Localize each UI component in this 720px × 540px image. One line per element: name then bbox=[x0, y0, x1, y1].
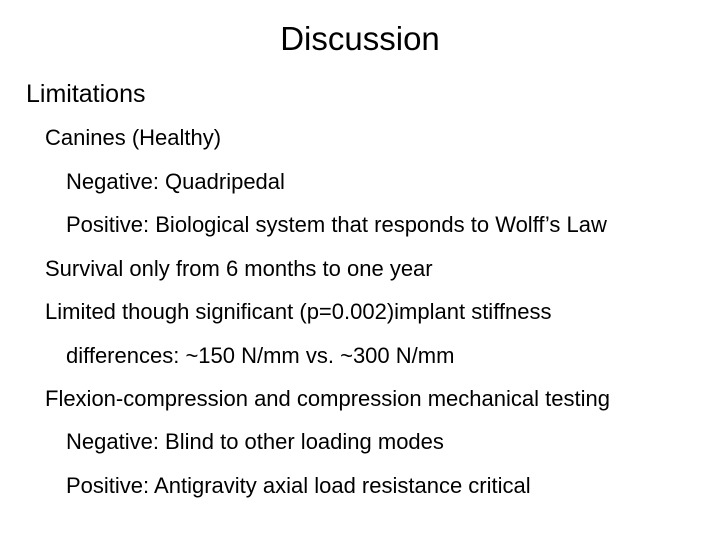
sub-bullet-negative-loading-modes: Negative: Blind to other loading modes bbox=[66, 429, 444, 454]
sub-bullet-positive-wolffs-law: Positive: Biological system that responds to Wolff’s Law bbox=[66, 212, 607, 237]
sub-bullet-positive-antigravity: Positive: Antigravity axial load resistance critical bbox=[66, 473, 531, 498]
slide-title: Discussion bbox=[280, 20, 440, 57]
bullet-canines: Canines (Healthy) bbox=[45, 125, 222, 150]
sub-bullet-negative-quadripedal: Negative: Quadripedal bbox=[66, 169, 285, 194]
bullet-stiffness: Limited though significant (p=0.002)implant stiffness bbox=[45, 299, 552, 324]
bullet-survival: Survival only from 6 months to one year bbox=[45, 256, 433, 281]
bullet-mechanical-testing: Flexion-compression and compression mechanical testing bbox=[45, 386, 610, 411]
sub-bullet-stiffness-differences: differences: ~150 N/mm vs. ~300 N/mm bbox=[66, 343, 455, 368]
bullet-heading-limitations: Limitations bbox=[26, 80, 146, 108]
